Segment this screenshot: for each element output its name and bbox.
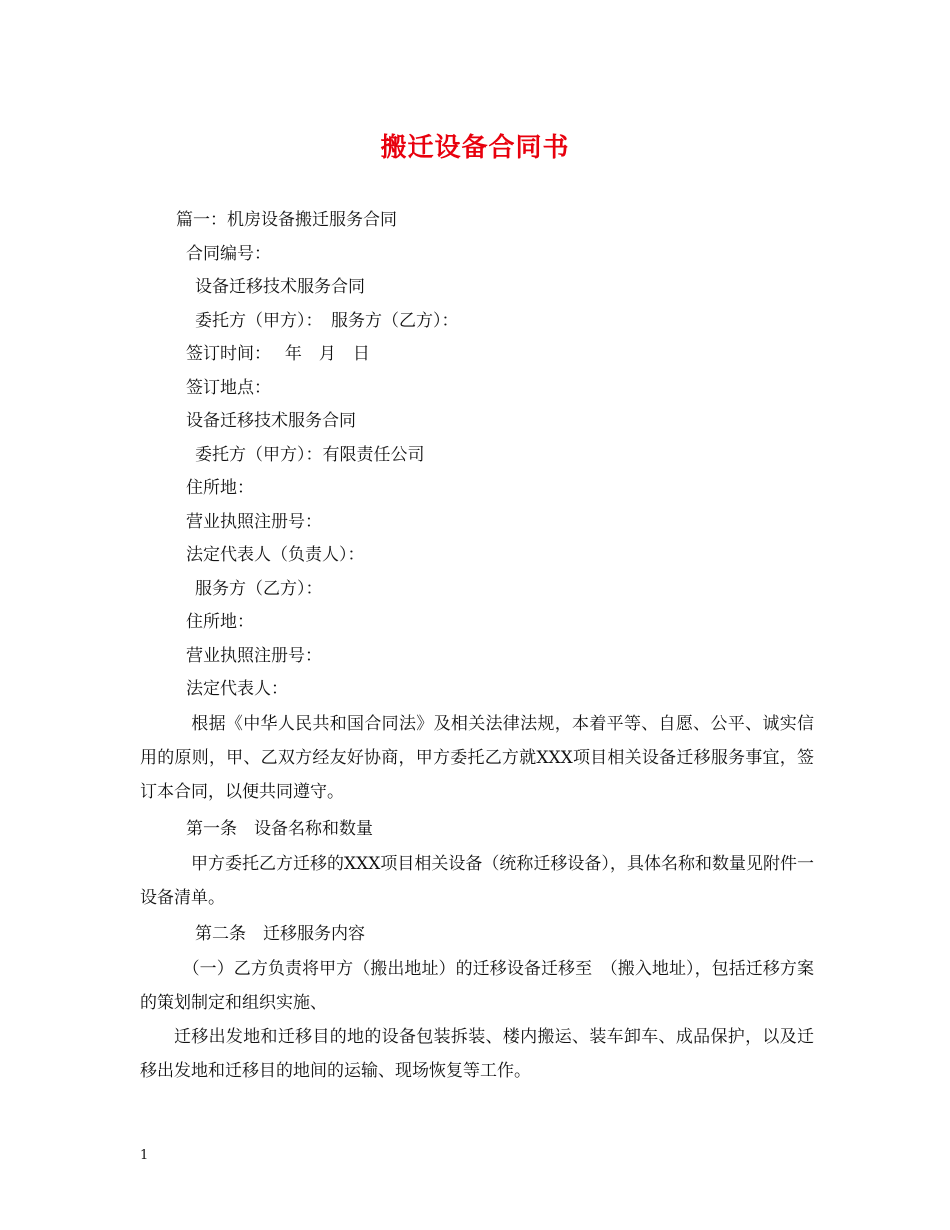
contract-number-line: 合同编号： [186,244,271,264]
article-2-paragraph-2: 迁移出发地和迁移目的地的设备包装拆装、楼内搬运、装车卸车、成品保护，以及迁移出发地和迁移目的地间的运输、现场恢复等工作。 [140,1027,814,1081]
section-heading: 篇一：机房设备搬迁服务合同 [176,210,397,230]
article-1-paragraph: 甲方委托乙方迁移的XXX项目相关设备（统称迁移设备），具体名称和数量见附件一设备清单。 [140,854,814,908]
page-number: 1 [140,1148,149,1163]
party-b-representative-line: 法定代表人： [186,679,288,699]
party-a-address-line: 住所地： [186,478,254,498]
party-b-line: 服务方（乙方）： [195,579,323,599]
party-b-address-line: 住所地： [186,612,254,632]
document-title: 搬迁设备合同书 [380,133,570,163]
article-2-paragraph-1: （一）乙方负责将甲方（搬出地址）的迁移设备迁移至 （搬入地址），包括迁移方案的策划制定和组织实施、 [140,959,814,1013]
article-2-heading: 第二条 迁移服务内容 [195,924,365,944]
contract-name-line-2: 设备迁移技术服务合同 [186,411,356,431]
signing-date-line: 签订时间： 年 月 日 [186,344,370,364]
party-b-registration-line: 营业执照注册号： [186,646,322,666]
preamble-paragraph: 根据《中华人民共和国合同法》及相关法律法规，本着平等、自愿、公平、诚实信用的原则，甲、乙双方经友好协商，甲方委托乙方就XXX项目相关设备迁移服务事宜，签订本合同，以便共同遵守。 [140,714,814,802]
parties-line: 委托方（甲方）： 服务方（乙方）： [195,311,459,331]
party-a-line: 委托方（甲方）：有限责任公司 [195,445,425,465]
contract-name-line: 设备迁移技术服务合同 [195,277,365,297]
signing-place-line: 签订地点： [186,378,271,398]
article-1-heading: 第一条 设备名称和数量 [186,819,373,839]
party-a-representative-line: 法定代表人（负责人）： [186,545,365,565]
party-a-registration-line: 营业执照注册号： [186,512,322,532]
